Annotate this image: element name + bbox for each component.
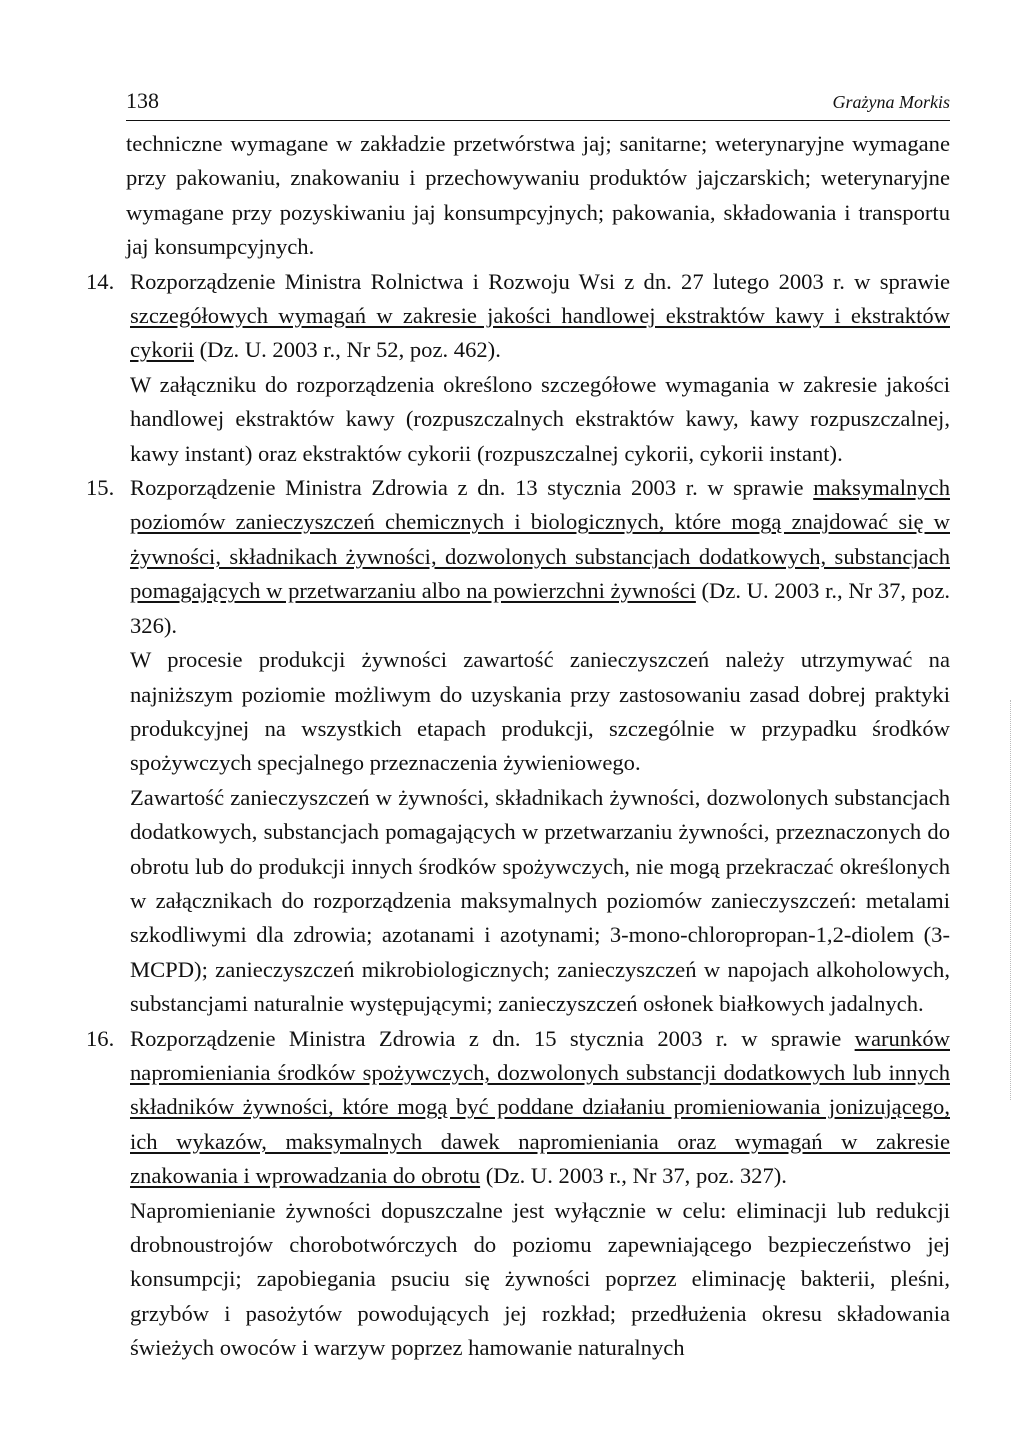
regulation-citation <box>130 1022 950 1194</box>
regulation-lead: Rozporządzenie Ministra Rolnictwa i Rozwoju Wsi z dn. 27 lutego 2003 r. w sprawie <box>130 268 950 294</box>
page-header <box>126 78 950 121</box>
item-number: 15. <box>86 475 115 501</box>
regulation-reference: (Dz. U. 2003 r., Nr 37, poz. 326). <box>130 578 950 638</box>
item-number: 14. <box>86 268 115 294</box>
scan-margin-marks <box>1010 700 1017 1100</box>
regulation-reference: (Dz. U. 2003 r., Nr 52, poz. 462). <box>194 337 501 363</box>
list-item-16 <box>86 1022 950 1366</box>
paragraph-intro: techniczne wymagane w zakładzie przetwórstwa jaj; sanitarne; weterynaryjne wymagane przy pakowaniu, znakowaniu i przechowywaniu produktów jajczarskich; weterynaryjne wymagane przy pozyskiwaniu jaj konsumpcyjnych; pakowania, składowania i transportu jaj konsumpcyjnych. <box>126 131 950 260</box>
regulation-title: maksymalnych poziomów zanieczyszczeń chemicznych i biologicznych, które mogą znajdować się w żywności, składnikach żywności, dozwolonych substancjach dodatkowych, substancjach pomagających w przetwarzaniu albo na powierzchni żywności <box>130 475 950 604</box>
regulation-description: Zawartość zanieczyszczeń w żywności, składnikach żywności, dozwolonych substancjach dodatkowych, substancjach pomagających w przetwarzaniu żywności, przeznaczonych do obrotu lub do produkcji innych środków spożywczych, nie mogą przekraczać określonych w załącznikach do rozporządzenia maksymalnych poziomów zanieczyszczeń: metalami szkodliwymi dla zdrowia; azotanami i azotynami; 3-mono-chloropropan-1,2-diolem (3-MCPD); zanieczyszczeń mikrobiologicznych; zanieczyszczeń w napojach alkoholowych, substancjami naturalnie występującymi; zanieczyszczeń osłonek białkowych jadalnych. <box>130 784 950 1017</box>
list-item-14 <box>86 265 950 471</box>
regulation-description: W procesie produkcji żywności zawartość zanieczyszczeń należy utrzymywać na najniższym poziomie możliwym do uzyskania przy zastosowaniu zasad dobrej praktyki produkcyjnej na wszystkich etapach produkcji, szczególnie w przypadku środków spożywczych specjalnego przeznaczenia żywieniowego. <box>130 647 950 776</box>
page-body <box>86 127 950 1366</box>
running-head-author: Grażyna Morkis <box>832 92 950 112</box>
regulation-description: W załączniku do rozporządzenia określono szczegółowe wymagania w zakresie jakości handlowej ekstraktów kawy (rozpuszczalnych ekstraktów kawy, kawy rozpuszczalnej, kawy instant) oraz ekstraktów cykorii (rozpuszczalnej cykorii, cykorii instant). <box>130 371 950 466</box>
regulation-title: warunków napromieniania środków spożywczych, dozwolonych substancji dodatkowych lub innych składników żywności, które mogą być poddane działaniu promieniowania jonizującego, ich wykazów, maksymalnych dawek napromieniania oraz wymagań w zakresie znakowania i wprowadzania do obrotu <box>130 1025 950 1189</box>
regulation-citation <box>130 265 950 368</box>
page-number: 138 <box>126 88 159 113</box>
regulation-title: szczegółowych wymagań w zakresie jakości handlowej ekstraktów kawy i ekstraktów cykorii <box>130 303 950 363</box>
regulation-lead: Rozporządzenie Ministra Zdrowia z dn. 15 stycznia 2003 r. w sprawie <box>130 1025 855 1051</box>
item-number: 16. <box>86 1025 115 1051</box>
regulation-lead: Rozporządzenie Ministra Zdrowia z dn. 13 stycznia 2003 r. w sprawie <box>130 475 814 501</box>
regulation-reference: (Dz. U. 2003 r., Nr 37, poz. 327). <box>480 1163 787 1189</box>
list-item-15 <box>86 471 950 1022</box>
regulation-description: Napromienianie żywności dopuszczalne jest wyłącznie w celu: eliminacji lub redukcji drobnoustrojów chorobotwórczych do poziomu zapewniającego bezpieczeństwo jej konsumpcji; zapobiegania psuciu się żywności poprzez eliminację bakterii, pleśni, grzybów i pasożytów powodujących jej rozkład; przedłużenia okresu składowania świeżych owoców i warzyw poprzez hamowanie naturalnych <box>130 1197 950 1361</box>
regulation-citation <box>130 471 950 643</box>
